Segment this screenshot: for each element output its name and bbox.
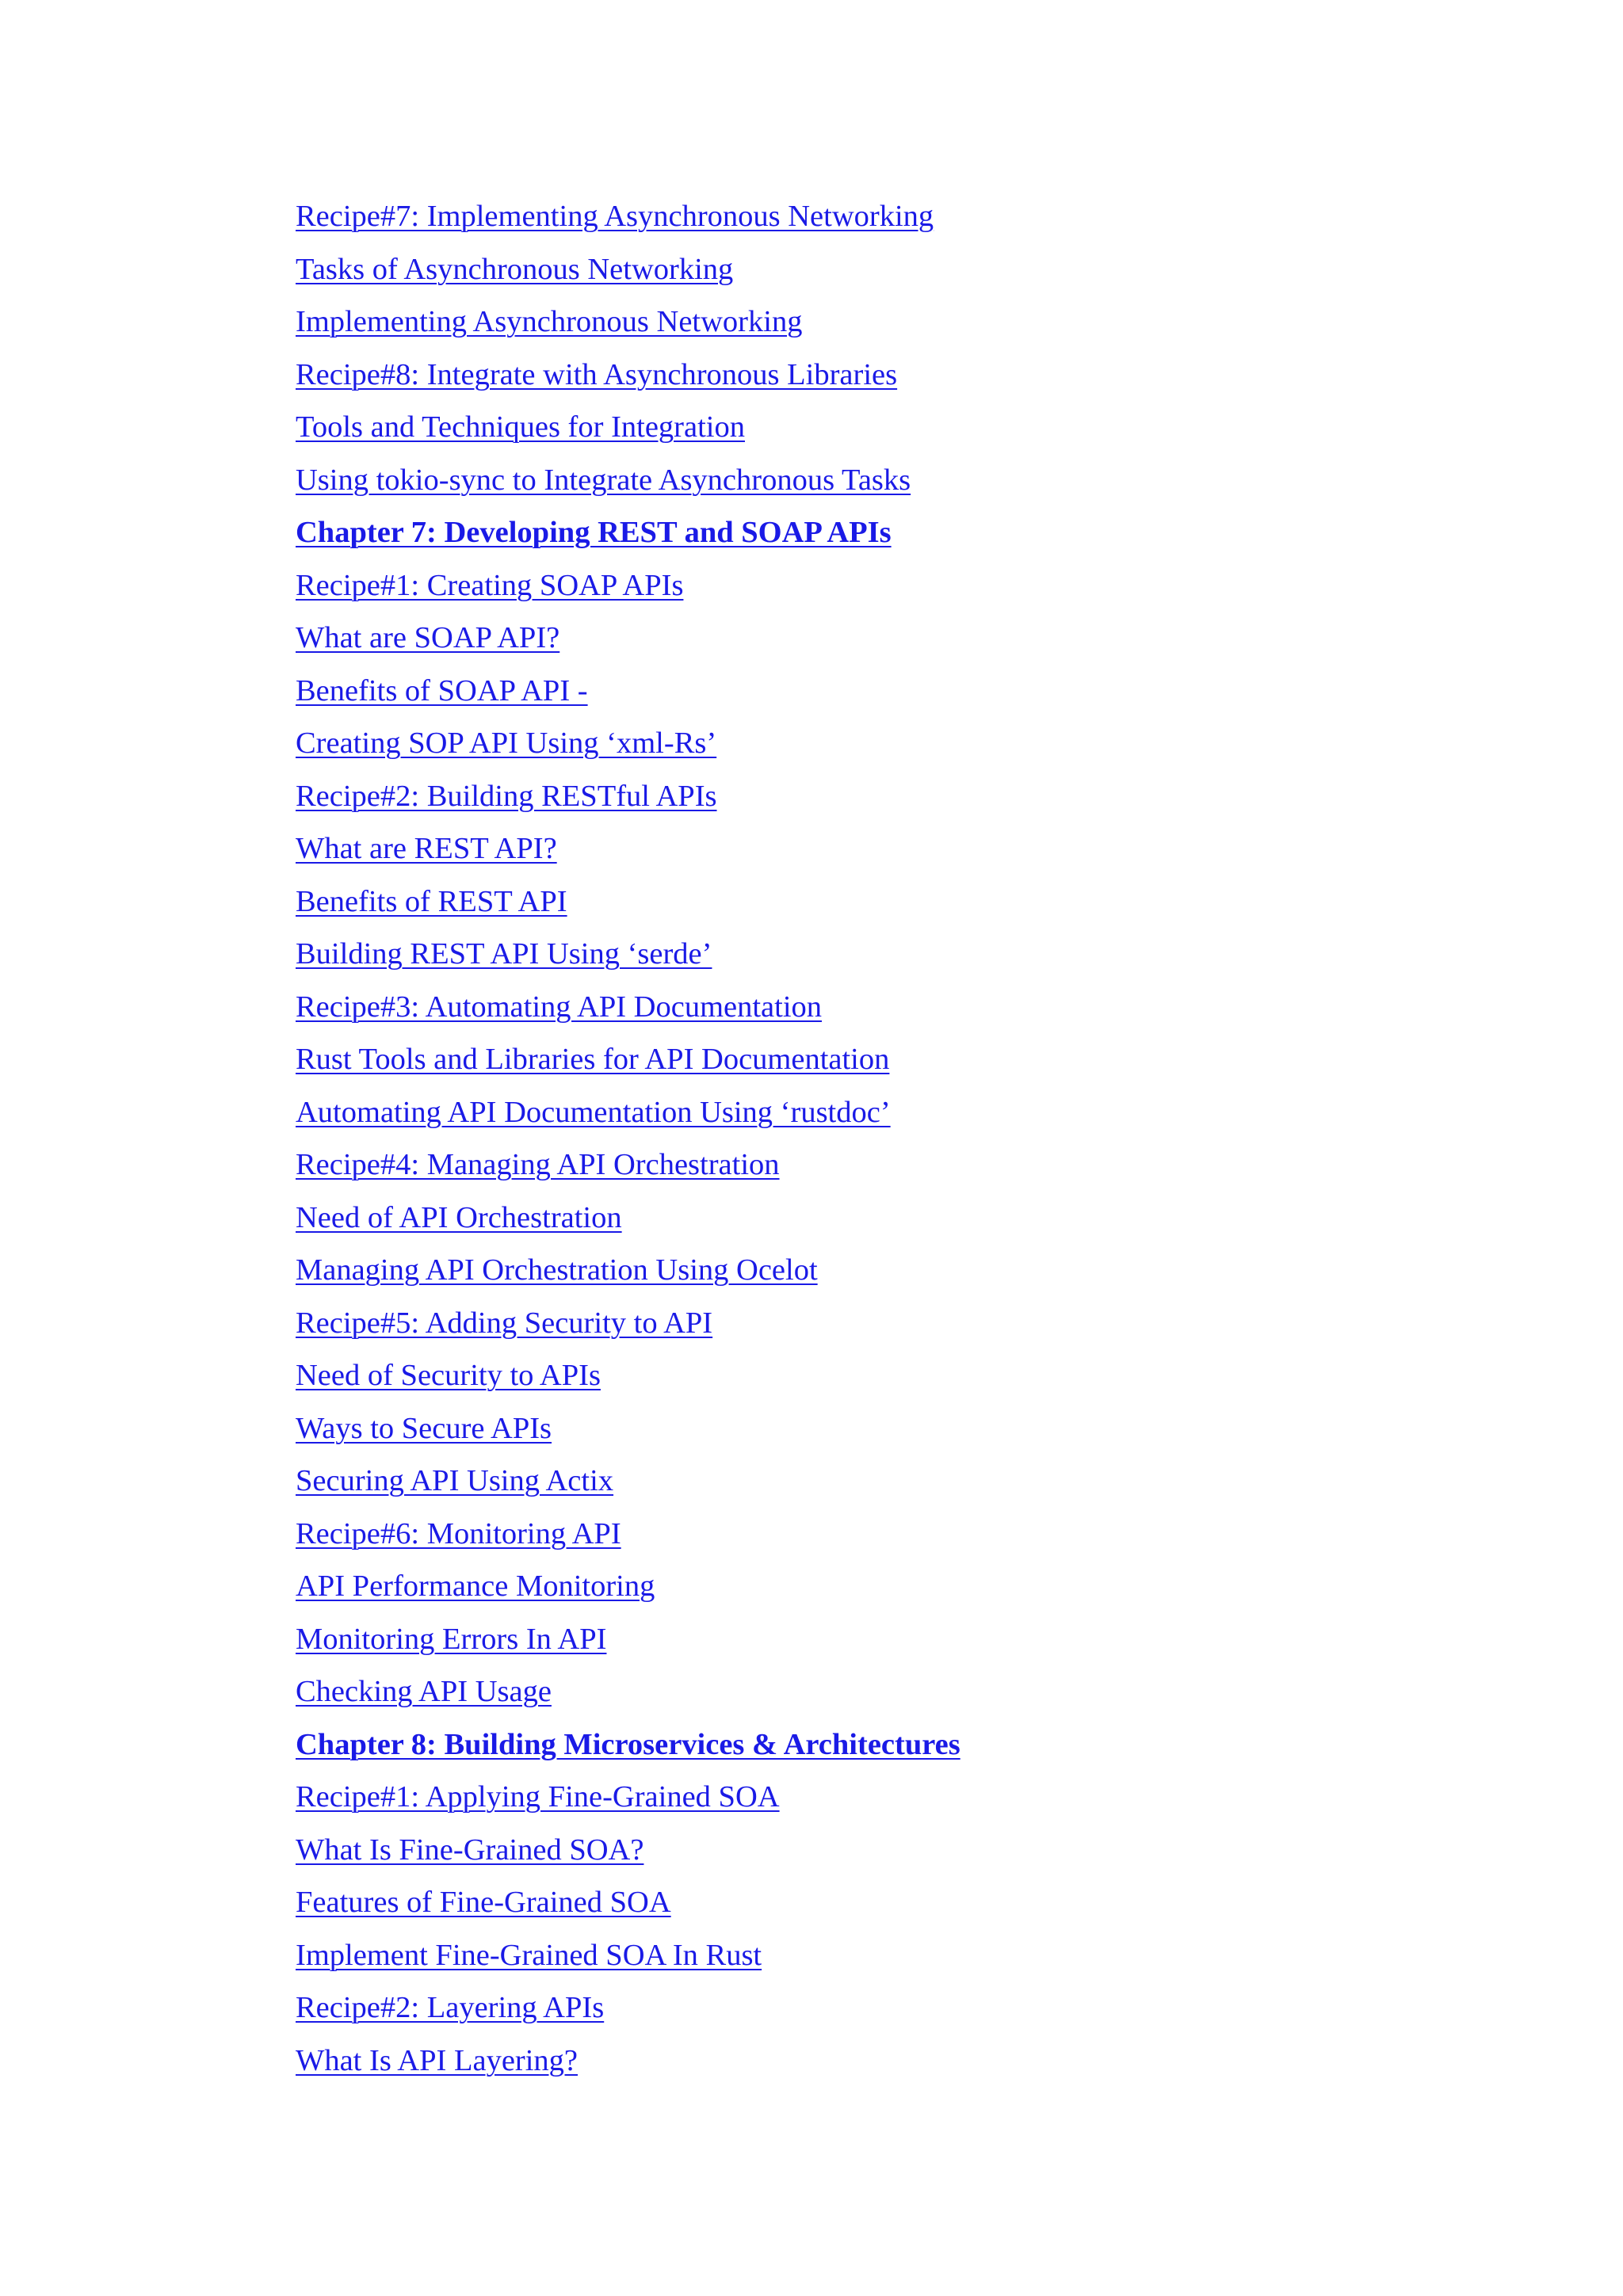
toc-link[interactable]: Recipe#7: Implementing Asynchronous Networking bbox=[296, 200, 934, 233]
toc-link[interactable]: Chapter 8: Building Microservices & Architectures bbox=[296, 1727, 960, 1761]
toc-recipe-entry bbox=[296, 770, 960, 823]
toc-recipe-entry bbox=[296, 1297, 960, 1350]
toc-link[interactable]: Recipe#8: Integrate with Asynchronous Libraries bbox=[296, 357, 898, 391]
toc-section-entry bbox=[296, 1192, 960, 1245]
toc-link[interactable]: Recipe#1: Applying Fine-Grained SOA bbox=[296, 1780, 780, 1814]
toc-section-entry bbox=[296, 1929, 960, 1982]
toc-section-entry bbox=[296, 665, 960, 718]
toc-section-entry bbox=[296, 1665, 960, 1718]
toc-link[interactable]: Creating SOP API Using ‘xml-Rs’ bbox=[296, 727, 717, 760]
toc-section-entry bbox=[296, 1613, 960, 1666]
toc-section-entry bbox=[296, 1560, 960, 1613]
toc-section-entry bbox=[296, 612, 960, 665]
toc-link[interactable]: Building REST API Using ‘serde’ bbox=[296, 937, 712, 971]
toc-section-entry bbox=[296, 296, 960, 349]
toc-link[interactable]: Checking API Usage bbox=[296, 1675, 552, 1708]
toc-link[interactable]: What are REST API? bbox=[296, 832, 557, 865]
toc-link[interactable]: Rust Tools and Libraries for API Documentation bbox=[296, 1043, 890, 1076]
toc-recipe-entry bbox=[296, 559, 960, 612]
toc-section-entry bbox=[296, 2035, 960, 2088]
toc-link[interactable]: Features of Fine-Grained SOA bbox=[296, 1886, 671, 1919]
toc-recipe-entry bbox=[296, 190, 960, 243]
toc-link[interactable]: Managing API Orchestration Using Ocelot bbox=[296, 1253, 818, 1287]
toc-section-entry bbox=[296, 1455, 960, 1508]
toc-section-entry bbox=[296, 401, 960, 454]
toc-link[interactable]: Recipe#1: Creating SOAP APIs bbox=[296, 568, 684, 602]
toc-section-entry bbox=[296, 1086, 960, 1139]
toc-link[interactable]: What Is API Layering? bbox=[296, 2043, 579, 2077]
toc-section-entry bbox=[296, 1244, 960, 1297]
toc-recipe-entry bbox=[296, 349, 960, 402]
toc-section-entry bbox=[296, 1033, 960, 1086]
toc-link[interactable]: Implementing Asynchronous Networking bbox=[296, 305, 803, 338]
toc-recipe-entry bbox=[296, 1138, 960, 1192]
toc-link[interactable]: Recipe#5: Adding Security to API bbox=[296, 1306, 713, 1340]
toc-link[interactable]: Automating API Documentation Using ‘rustdoc’ bbox=[296, 1095, 891, 1129]
toc-link[interactable]: Recipe#3: Automating API Documentation bbox=[296, 990, 823, 1024]
toc-section-entry bbox=[296, 243, 960, 296]
toc-section-entry bbox=[296, 1402, 960, 1455]
toc-chapter-entry bbox=[296, 1718, 960, 1772]
toc-recipe-entry bbox=[296, 981, 960, 1034]
toc-section-entry bbox=[296, 822, 960, 875]
toc-section-entry bbox=[296, 454, 960, 507]
toc-link[interactable]: Tools and Techniques for Integration bbox=[296, 410, 745, 444]
toc-section-entry bbox=[296, 1349, 960, 1402]
toc-section-entry bbox=[296, 717, 960, 770]
toc-recipe-entry bbox=[296, 1981, 960, 2035]
toc-chapter-entry bbox=[296, 506, 960, 559]
toc-link[interactable]: What Is Fine-Grained SOA? bbox=[296, 1833, 644, 1867]
toc-link[interactable]: Recipe#2: Building RESTful APIs bbox=[296, 779, 717, 813]
toc-link[interactable]: Need of API Orchestration bbox=[296, 1200, 622, 1234]
toc-link[interactable]: Benefits of SOAP API - bbox=[296, 673, 588, 707]
toc-link[interactable]: Securing API Using Actix bbox=[296, 1464, 614, 1497]
toc-section-entry bbox=[296, 875, 960, 929]
toc-link[interactable]: What are SOAP API? bbox=[296, 621, 560, 654]
toc-link[interactable]: Tasks of Asynchronous Networking bbox=[296, 252, 734, 286]
toc-recipe-entry bbox=[296, 1508, 960, 1561]
toc-link[interactable]: Recipe#4: Managing API Orchestration bbox=[296, 1148, 780, 1181]
toc-link[interactable]: Monitoring Errors In API bbox=[296, 1622, 607, 1656]
toc-link[interactable]: Need of Security to APIs bbox=[296, 1359, 601, 1392]
toc-link[interactable]: Chapter 7: Developing REST and SOAP APIs bbox=[296, 516, 892, 549]
toc-link[interactable]: Recipe#6: Monitoring API bbox=[296, 1516, 621, 1550]
toc-link[interactable]: Benefits of REST API bbox=[296, 884, 567, 918]
table-of-contents bbox=[296, 190, 960, 2087]
toc-link[interactable]: Recipe#2: Layering APIs bbox=[296, 1991, 605, 2024]
toc-recipe-entry bbox=[296, 1771, 960, 1824]
toc-section-entry bbox=[296, 928, 960, 981]
toc-link[interactable]: API Performance Monitoring bbox=[296, 1569, 655, 1603]
toc-link[interactable]: Using tokio-sync to Integrate Asynchronous Tasks bbox=[296, 463, 911, 497]
toc-section-entry bbox=[296, 1876, 960, 1929]
toc-link[interactable]: Implement Fine-Grained SOA In Rust bbox=[296, 1938, 762, 1972]
toc-section-entry bbox=[296, 1824, 960, 1877]
toc-link[interactable]: Ways to Secure APIs bbox=[296, 1411, 552, 1445]
